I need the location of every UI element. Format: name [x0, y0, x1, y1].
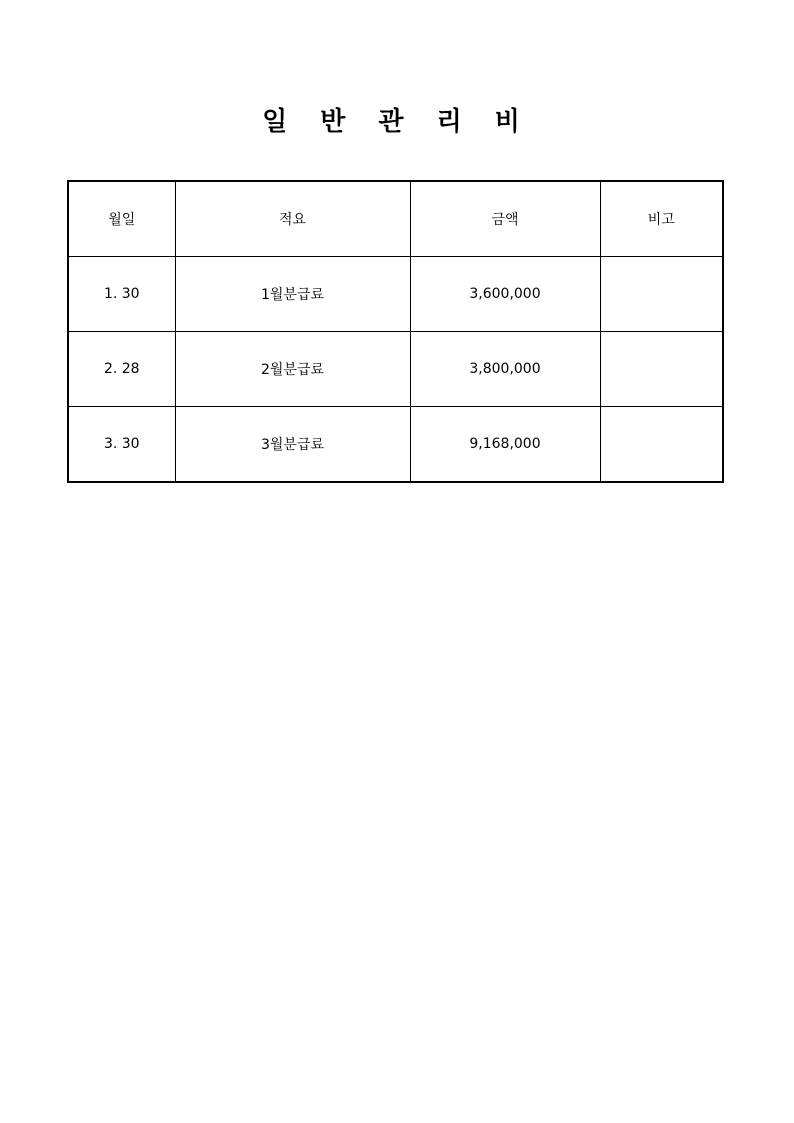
header-date: 월일: [68, 181, 175, 257]
cell-description: 3월분급료: [175, 407, 410, 483]
header-note: 비고: [600, 181, 723, 257]
header-description: 적요: [175, 181, 410, 257]
table-row: [68, 332, 723, 407]
table-header-row: [68, 181, 723, 257]
header-amount: 금액: [410, 181, 600, 257]
cell-note: [600, 332, 723, 407]
expense-table: [67, 180, 724, 483]
table-row: [68, 407, 723, 483]
cell-amount: 9,168,000: [410, 407, 600, 483]
cell-amount: 3,800,000: [410, 332, 600, 407]
cell-description: 2월분급료: [175, 332, 410, 407]
cell-date: 3. 30: [68, 407, 175, 483]
cell-note: [600, 407, 723, 483]
table-row: [68, 257, 723, 332]
cell-description: 1월분급료: [175, 257, 410, 332]
cell-note: [600, 257, 723, 332]
cell-date: 2. 28: [68, 332, 175, 407]
cell-amount: 3,600,000: [410, 257, 600, 332]
cell-date: 1. 30: [68, 257, 175, 332]
document-title: 일 반 관 리 비: [262, 107, 532, 137]
